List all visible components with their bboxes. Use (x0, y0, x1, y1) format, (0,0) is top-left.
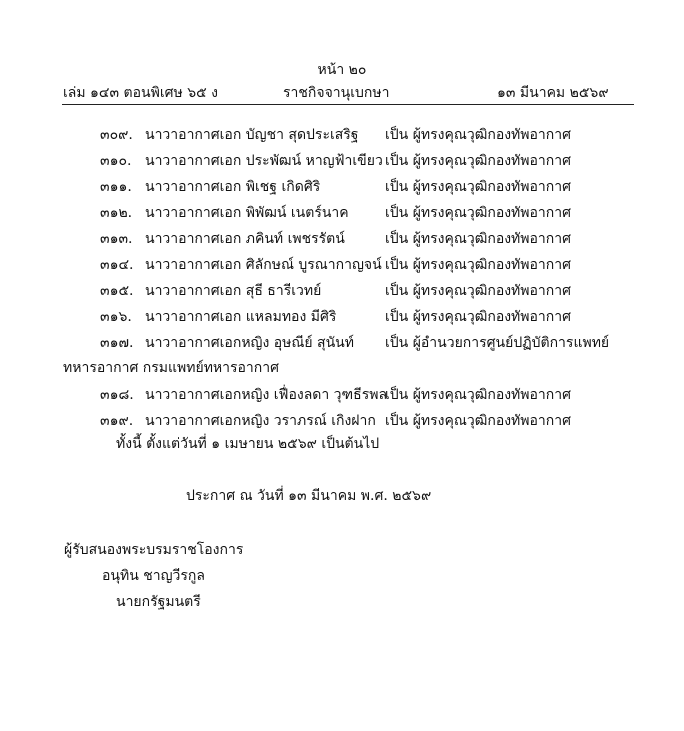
volume-issue: เล่ม ๑๔๓ ตอนพิเศษ ๖๕ ง (63, 85, 218, 101)
entry-position: เป็น ผู้ทรงคุณวุฒิกองทัพอากาศ (385, 205, 572, 221)
list-item (0, 384, 684, 402)
entry-name: นาวาอากาศเอกหญิง อุษณีย์ สุนันท์ (145, 335, 354, 351)
entry-position: เป็น ผู้ทรงคุณวุฒิกองทัพอากาศ (385, 283, 572, 299)
list-item (0, 280, 684, 298)
signer-name: อนุทิน ชาญวีรกูล (102, 568, 205, 584)
entry-name: นาวาอากาศเอก บัญชา สุดประเสริฐ (145, 127, 359, 143)
list-item (0, 254, 684, 272)
list-item (0, 410, 684, 428)
entry-position: เป็น ผู้อำนวยการศูนย์ปฏิบัติการแพทย์ (385, 335, 610, 351)
entry-name: นาวาอากาศเอก พิเชฐ เกิดศิริ (145, 179, 321, 195)
entry-position: เป็น ผู้ทรงคุณวุฒิกองทัพอากาศ (385, 153, 572, 169)
entry-position: เป็น ผู้ทรงคุณวุฒิกองทัพอากาศ (385, 257, 572, 273)
entry-number: ๓๐๙. (100, 127, 133, 143)
entry-number: ๓๑๖. (100, 309, 132, 325)
list-item (0, 176, 684, 194)
list-item (0, 228, 684, 246)
list-item (0, 306, 684, 324)
list-item (0, 150, 684, 168)
signer-position: นายกรัฐมนตรี (116, 594, 201, 610)
entry-position: เป็น ผู้ทรงคุณวุฒิกองทัพอากาศ (385, 127, 572, 143)
entry-number: ๓๑๓. (100, 231, 133, 247)
entry-name: นาวาอากาศเอก สุธี ธารีเวทย์ (145, 283, 322, 299)
list-item (0, 332, 684, 350)
header-divider (62, 104, 634, 105)
list-item (0, 202, 684, 220)
entry-name: นาวาอากาศเอก แหลมทอง มีศิริ (145, 309, 337, 325)
entry-number: ๓๑๗. (100, 335, 134, 351)
entry-name: นาวาอากาศเอกหญิง เฟื่องลดา วุฑธีรพล (145, 387, 388, 403)
entry-position: เป็น ผู้ทรงคุณวุฒิกองทัพอากาศ (385, 387, 572, 403)
entry-position: เป็น ผู้ทรงคุณวุฒิกองทัพอากาศ (385, 231, 572, 247)
effective-date-statement: ทั้งนี้ ตั้งแต่วันที่ ๑ เมษายน ๒๕๖๙ เป็นต้นไป (116, 436, 380, 452)
entry-position: เป็น ผู้ทรงคุณวุฒิกองทัพอากาศ (385, 413, 572, 429)
entry-number: ๓๑๘. (100, 387, 134, 403)
entry-number: ๓๑๑. (100, 179, 132, 195)
list-item (0, 124, 684, 142)
announcement-date: ประกาศ ณ วันที่ ๑๓ มีนาคม พ.ศ. ๒๕๖๙ (186, 488, 432, 504)
countersign-label: ผู้รับสนองพระบรมราชโองการ (64, 542, 244, 558)
entry-number: ๓๑๙. (100, 413, 134, 429)
entry-number: ๓๑๒. (100, 205, 133, 221)
gazette-title: ราชกิจจานุเบกษา (283, 85, 390, 101)
entry-name: นาวาอากาศเอก ภคินท์ เพชรรัตน์ (145, 231, 345, 247)
entry-name: นาวาอากาศเอก ประพัฒน์ หาญฟ้าเขียว (145, 153, 383, 169)
entry-position: เป็น ผู้ทรงคุณวุฒิกองทัพอากาศ (385, 179, 572, 195)
entry-number: ๓๑๔. (100, 257, 134, 273)
entry-position: เป็น ผู้ทรงคุณวุฒิกองทัพอากาศ (385, 309, 572, 325)
entry-name: นาวาอากาศเอก พิพัฒน์ เนตร์นาค (145, 205, 349, 221)
entry-name: นาวาอากาศเอกหญิง วราภรณ์ เกิงฝาก (145, 413, 376, 429)
page-number: หน้า ๒๐ (317, 62, 367, 78)
entry-number: ๓๑๕. (100, 283, 134, 299)
entry-position-continuation: ทหารอากาศ กรมแพทย์ทหารอากาศ (63, 360, 280, 376)
entry-number: ๓๑๐. (100, 153, 132, 169)
issue-date: ๑๓ มีนาคม ๒๕๖๙ (497, 85, 609, 101)
entry-name: นาวาอากาศเอก ศิลักษณ์ บูรณากาญจน์ (145, 257, 382, 273)
